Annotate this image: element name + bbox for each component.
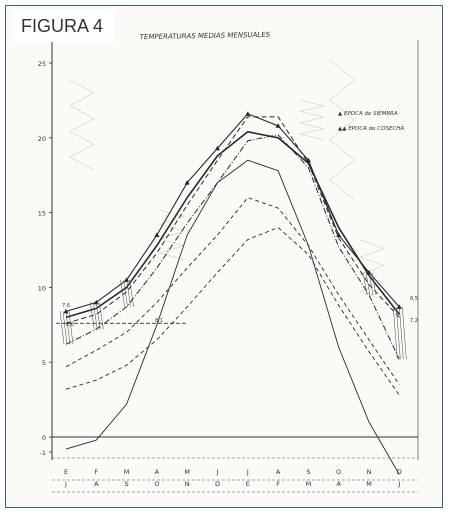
month-label-top: J — [216, 468, 219, 476]
y-tick-label: -1 — [39, 449, 46, 457]
month-label-top: M — [184, 468, 191, 476]
annotation-label: 7,2 — [410, 318, 418, 324]
y-tick-label: 5 — [41, 359, 46, 368]
series-line-3 — [66, 117, 399, 323]
month-label-bottom: S — [124, 480, 129, 488]
month-label-bottom: J — [65, 480, 67, 488]
month-label-top: S — [306, 468, 311, 476]
month-label-bottom: N — [184, 480, 190, 488]
month-label-bottom: O — [154, 480, 160, 488]
month-label-bottom: J — [398, 480, 401, 488]
series-line-4 — [66, 135, 399, 359]
chart-background — [70, 60, 384, 300]
y-tick-label: 10 — [37, 284, 46, 293]
figure-label: FIGURA 4 — [11, 10, 115, 42]
background-sketch — [70, 80, 94, 170]
month-label-top: O — [336, 468, 342, 476]
month-label-top: F — [94, 468, 99, 476]
data-point — [245, 111, 250, 116]
y-tick-label: 20 — [37, 134, 46, 143]
chart-title: TEMPERATURAS MEDIAS MENSUALES — [139, 30, 271, 42]
month-label-top: M — [123, 468, 130, 476]
annotations — [62, 296, 418, 328]
month-label-top: E — [63, 468, 69, 476]
month-label-top: J — [246, 468, 249, 476]
chart-axes — [38, 40, 418, 492]
series-line-2 — [66, 132, 399, 318]
month-label-top: N — [366, 468, 372, 476]
month-label-bottom: D — [214, 480, 221, 488]
legend-entry: ▲ EPOCA de SIEMBRA — [338, 111, 398, 117]
annotation-label: 8,6 — [66, 322, 74, 328]
annotation-label: 7.6 — [62, 303, 70, 309]
legend-entry: ▲▲ EPOCA de COSECHA — [338, 126, 405, 132]
month-label-bottom: M — [305, 480, 312, 488]
background-sketch — [300, 100, 324, 140]
month-label-bottom: A — [336, 480, 341, 488]
y-tick-label: 15 — [37, 209, 46, 218]
month-label-top: A — [275, 468, 281, 476]
month-label-bottom: M — [366, 480, 372, 488]
month-label-top: A — [154, 468, 160, 476]
month-label-bottom: F — [276, 480, 280, 488]
month-label-bottom: A — [94, 480, 99, 488]
series-line-5 — [66, 198, 399, 385]
series-line-7 — [63, 160, 399, 476]
annotation-label: 8,5 — [410, 296, 418, 302]
series-layer — [56, 111, 406, 474]
annotation-label: 8,1 — [155, 318, 163, 324]
chart-legend — [338, 111, 404, 132]
month-label-top: D — [396, 468, 402, 476]
y-tick-label: 0 — [41, 434, 46, 443]
data-point — [154, 233, 159, 238]
month-label-bottom: E — [245, 480, 250, 488]
y-tick-label: 25 — [37, 59, 46, 68]
